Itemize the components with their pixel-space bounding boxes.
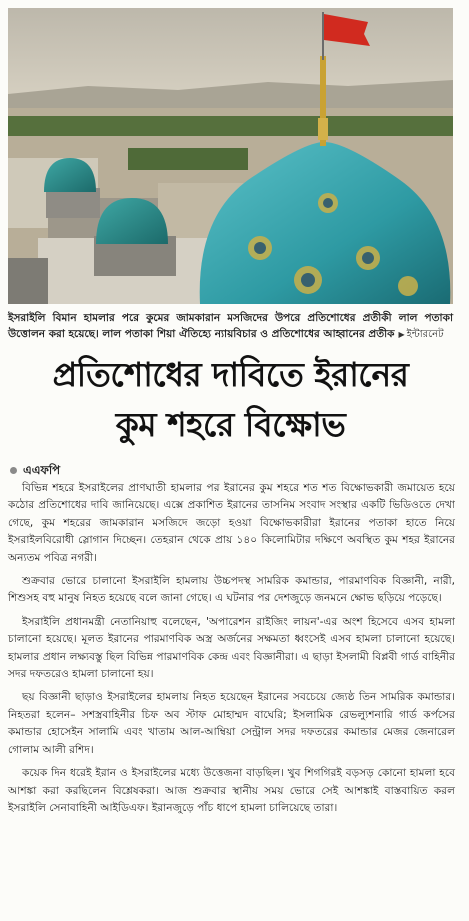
photo-illustration <box>8 8 453 304</box>
paragraph-4: ছয় বিজ্ঞানী ছাড়াও ইসরাইলের হামলায় নিহত হয়েছেন ইরানের সবচেয়ে জ্যেষ্ঠ তিন সামরিক কমান্ডার। নিহতরা হলেন– সশস্ত্রবাহিনীর চিফ অব স্টাফ মোহাম্মদ বাঘেরি; ইসলামিক রেভল্যুশনারি গার্ড কর্পসের কমান্ডার হোসেইন সালামি এবং খাতাম আল-আম্বিয়া সেন্ট্রাল সদর দফতরের কমান্ডার মেজর জেনারেল গোলাম আলী রশিদ। <box>8 691 455 756</box>
bullet-icon <box>10 467 17 474</box>
photo-credit <box>398 329 443 340</box>
play-icon: ▶ <box>398 330 405 339</box>
photo-caption <box>8 310 453 343</box>
byline <box>10 462 60 481</box>
byline-source: এএফপি <box>23 463 60 477</box>
paragraph-3: ইসরাইলি প্রধানমন্ত্রী নেতানিয়াহু বলেছেন, 'অপারেশন রাইজিং লায়ন'-এর অংশ হিসেবে এসব হামলা চালানো হয়েছে। মূলত ইরানের পারমাণবিক অস্ত্র অর্জনের সক্ষমতা ধ্বংসেই এসব হামলা চালানো হয়েছে। হামলার প্রধান লক্ষ্যবস্তু ছিল বিভিন্ন পারমাণবিক কেন্দ্র এবং বিজ্ঞানীরা। এ ছাড়া ইসলামী বিপ্লবী গার্ড বাহিনীর সদর দফতরেও হামলা চালানো হয়। <box>8 615 455 681</box>
credit-label: ইন্টারনেট <box>406 329 444 340</box>
headline-line-2: কুম শহরে বিক্ষোভ <box>115 405 346 444</box>
caption-text: ইসরাইলি বিমান হামলার পরে কুমের জামকারান মসজিদের উপরে প্রতিশোধের প্রতীকী লাল পতাকা উত্তোলন করা হয়েছে। লাল পতাকা শিয়া ঐতিহ্যে ন্যায়বিচার ও প্রতিশোধের আহ্বানের প্রতীক <box>8 312 453 340</box>
article-headline <box>8 350 453 450</box>
paragraph-2: শুক্রবার ভোরে চালানো ইসরাইলি হামলায় উচ্চপদস্থ সামরিক কমান্ডার, পারমাণবিক বিজ্ঞানী, নারী, শিশুসহ বহু মানুষ নিহত হয়েছে বলে জানা গেছে। এ ঘটনার পর দেশজুড়ে জনমনে ক্ষোভ ছড়িয়ে পড়েছে। <box>8 575 455 605</box>
mosque-photo <box>8 8 453 304</box>
paragraph-5: কয়েক দিন ধরেই ইরান ও ইসরাইলের মধ্যে উত্তেজনা বাড়ছিল। খুব শিগগিরই বড়সড় কোনো হামলা হবে আশঙ্কা করা করছিলেন বিশ্লেষকরা। আজ শুক্রবার স্থানীয় সময় ভোরে সেই আশঙ্কাই বাস্তবায়িত করল ইসরাইলি সেনাবাহিনী আইডিএফ। ইরানজুড়ে পাঁচ ধাপে হামলা চালিয়েছে তারা। <box>8 767 455 814</box>
article-body <box>8 480 455 823</box>
paragraph-1: বিভিন্ন শহরে ইসরাইলের প্রাণঘাতী হামলার পর ইরানের কুম শহরে শত শত বিক্ষোভকারী জমায়েত হয়ে কঠোর প্রতিশোধের দাবি জানিয়েছে। এক্সে প্রকাশিত ইরানের তাসনিম সংবাদ সংস্থার একটি ভিডিওতে দেখা গেছে, কুম শহরের জামকারান মসজিদে জড়ো হওয়া বিক্ষোভকারীরা ইরানের পতাকা হাতে নিয়ে ইসরাইলবিরোধী স্লোগান দিচ্ছেন। তেহরান থেকে প্রায় ১৪০ কিলোমিটার দক্ষিণে অবস্থিত কুম শহর ইরানের অন্যতম পবিত্র নগরী। <box>8 482 455 564</box>
headline-line-1: প্রতিশোধের দাবিতে ইরানের <box>52 355 409 394</box>
